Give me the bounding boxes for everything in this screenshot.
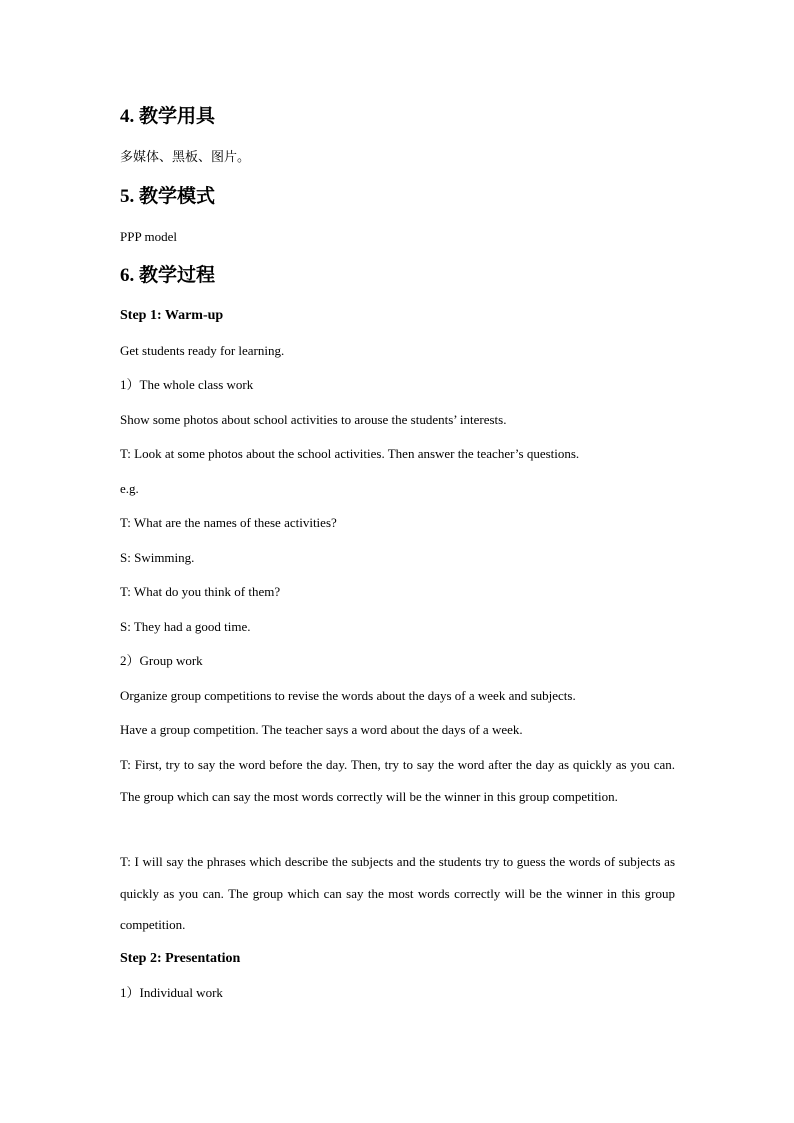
step1-paragraph-2: T: I will say the phrases which describe the subjects and the students try to guess the words of subjects as quickly as you can. The group which can say the most words correctly will be the winner in this group competition.: [120, 854, 675, 932]
step1-sub2: 2）Group work: [120, 653, 203, 668]
dialog-line: T: What are the names of these activities?: [120, 515, 337, 530]
step1-intro: Get students ready for learning.: [120, 343, 285, 358]
step1-sub1: 1）The whole class work: [120, 377, 254, 392]
dialog-line: T: What do you think of them?: [120, 584, 281, 599]
step1-title: Step 1: Warm-up: [120, 308, 224, 323]
step1-line3: Organize group competitions to revise the words about the days of a week and subjects.: [120, 688, 576, 703]
step2-sub1: 1）Individual work: [120, 985, 223, 1000]
step1-line1: Show some photos about school activities to arouse the students’ interests.: [120, 412, 507, 427]
section-heading-tools: 4. 教学用具: [120, 106, 216, 127]
section-heading-mode: 5. 教学模式: [120, 186, 216, 207]
step1-line2: T: Look at some photos about the school activities. Then answer the teacher’s questions.: [120, 446, 580, 461]
dialog-line: S: They had a good time.: [120, 619, 251, 634]
step2-title: Step 2: Presentation: [120, 951, 241, 966]
tools-text: 多媒体、黑板、图片。: [120, 149, 251, 164]
step1-paragraph-1: T: First, try to say the word before the day. Then, try to say the word after the day as quickly as you can. The group which can say the most words correctly will be the winner in this group competition.: [120, 757, 675, 804]
section-heading-process: 6. 教学过程: [120, 265, 216, 286]
mode-text: PPP model: [120, 229, 177, 244]
step1-line4: Have a group competition. The teacher says a word about the days of a week.: [120, 722, 523, 737]
dialog-line: S: Swimming.: [120, 550, 195, 565]
step1-eg: e.g.: [120, 481, 139, 496]
